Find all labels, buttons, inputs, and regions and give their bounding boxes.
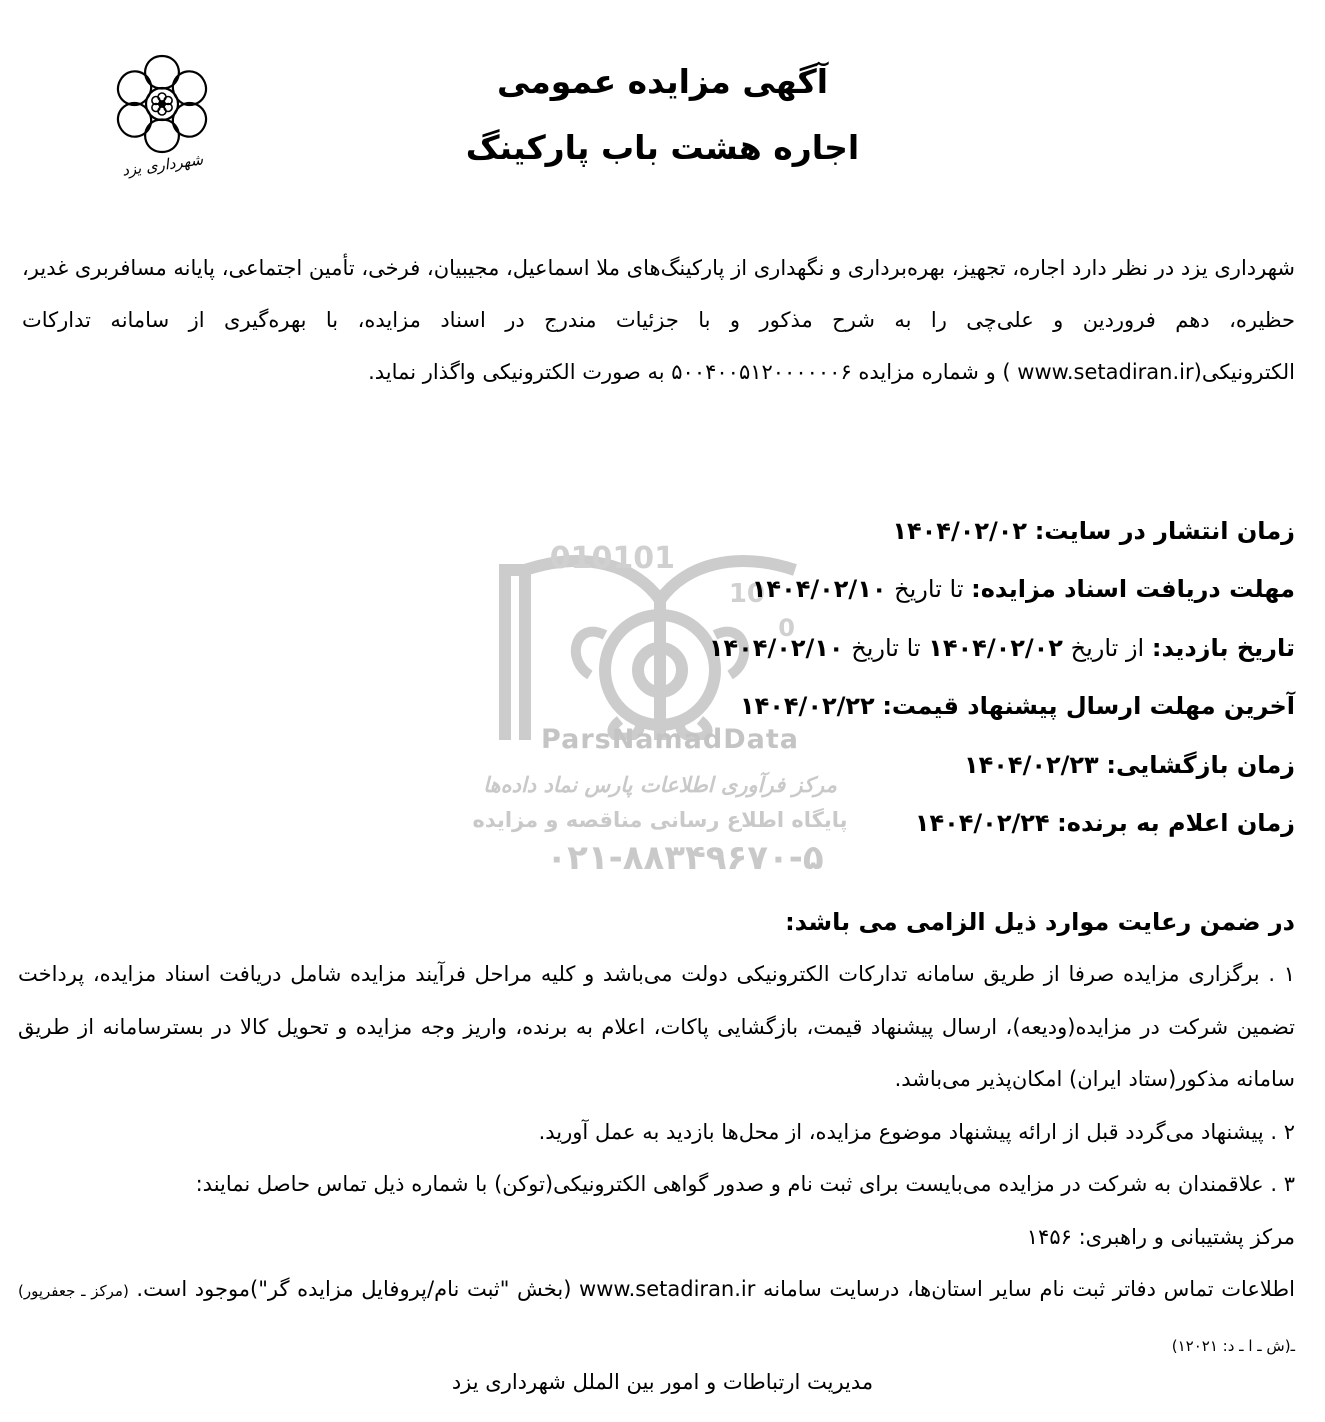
visit-label: تاریخ بازدید: <box>1151 633 1295 662</box>
winner-row <box>22 794 1295 852</box>
bid-row <box>22 677 1295 735</box>
watermark-line-2: پایگاه اطلاع رسانی مناقصه و مزایده <box>472 808 848 832</box>
docs-label: مهلت دریافت اسناد مزایده: <box>971 575 1295 604</box>
setadiran-link[interactable]: www.setadiran.ir <box>1017 360 1194 384</box>
opening-row <box>22 736 1295 794</box>
intro-text-2: ) و شماره مزایده ۵۰۰۴۰۰۵۱۲۰۰۰۰۰۰۶ به صورت الکترونیکی واگذار نماید. <box>368 360 1018 384</box>
visit-to-connector: تا تاریخ <box>851 633 921 662</box>
docs-date: ۱۴۰۴/۰۲/۱۰ <box>751 575 887 604</box>
publish-label: زمان انتشار در سایت: <box>1034 517 1295 545</box>
contact-info <box>18 1263 1295 1372</box>
notice-subtitle: اجاره هشت باب پارکینگ <box>465 128 860 167</box>
visit-row <box>22 619 1295 677</box>
visit-to-date: ۱۴۰۴/۰۲/۱۰ <box>708 633 844 662</box>
visit-from-connector: از تاریخ <box>1070 633 1145 662</box>
svg-text:0: 0 <box>778 614 795 642</box>
support-center: مرکز پشتیبانی و راهبری: ۱۴۵۶ <box>1026 1224 1295 1249</box>
svg-text:10: 10 <box>728 579 765 609</box>
municipality-logo <box>100 52 225 187</box>
visit-from-date: ۱۴۰۴/۰۲/۰۲ <box>928 633 1063 662</box>
intro-paragraph <box>22 242 1295 398</box>
opening-date: ۱۴۰۴/۰۲/۲۳ <box>963 750 1099 779</box>
logo-caption: شهرداری یزد <box>120 150 205 180</box>
winner-date: ۱۴۰۴/۰۲/۲۴ <box>914 808 1050 837</box>
conditions-heading: در ضمن رعایت موارد ذیل الزامی می باشد: <box>785 908 1295 936</box>
intro-text-1: شهرداری یزد در نظر دارد اجاره، تجهیز، بهره‌برداری و نگهداری از پارکینگ‌های ملا اسماعیل، مجیبیان، فرخی، تأمین اجتماعی، پایانه مسافربری غدیر، حظیره، دهم فروردین و علی‌چی را به شرح مذکور و با جزئیات مندرج در اسناد مزایده، با بهره‌گیری از سامانه تدارکات الکترونیکی( <box>21 256 1295 384</box>
footer-signature: مدیریت ارتباطات و امور بین الملل شهرداری یزد <box>451 1370 874 1394</box>
svg-text:010101: 010101 <box>549 541 675 576</box>
opening-label: زمان بازگشایی: <box>1106 750 1295 779</box>
contact-text-1: اطلاعات تماس دفاتر ثبت نام سایر استان‌ها، درسایت سامانه <box>755 1277 1295 1301</box>
contact-text-2: (بخش "ثبت نام/پروفایل مزایده گر")موجود است. <box>136 1277 580 1301</box>
docs-connector: تا تاریخ <box>894 575 964 604</box>
condition-item-3: ۳ . علاقمندان به شرکت در مزایده می‌بایست برای ثبت نام و صدور گواهی الکترونیکی(توکن) با شماره ذیل تماس حاصل نمایند: <box>195 1172 1295 1196</box>
winner-label: زمان اعلام به برنده: <box>1057 808 1295 837</box>
contact-setadiran-link[interactable]: www.setadiran.ir <box>579 1277 756 1301</box>
flower-emblem-icon <box>100 52 225 160</box>
condition-item-1: ۱ . برگزاری مزایده صرفا از طریق سامانه تدارکات الکترونیکی دولت می‌باشد و کلیه مراحل فرآیند مزایده شامل دریافت اسناد مزایده، پرداخت تضمین شرکت در مزایده(ودیعه)، ارسال پیشنهاد قیمت، بازگشایی پاکات، اعلام به برنده، واریز وجه مزایده و تحویل کالا در بسترسامانه از طریق سامانه مذکور(ستاد ایران) امکان‌پذیر می‌باشد. <box>18 962 1295 1091</box>
schedule-list <box>22 502 1295 852</box>
watermark-brand: ParsNamadData <box>541 724 799 755</box>
condition-item-2: ۲ . پیشنهاد می‌گردد قبل از ارائه پیشنهاد موضوع مزایده، از محل‌ها بازدید به عمل آورید. <box>538 1119 1295 1144</box>
conditions-list <box>18 948 1295 1372</box>
publish-row <box>22 502 1295 560</box>
watermark-phone: ۰۲۱-۸۸۳۴۹۶۷۰-۵ <box>546 838 824 878</box>
publish-date: ۱۴۰۴/۰۲/۰۲ <box>892 517 1028 545</box>
bid-label: آخرین مهلت ارسال پیشنهاد قیمت: <box>882 692 1295 721</box>
reference-code: (مرکز ـ جعفرپور) ـ(ش ـ ا ـ د: ۱۲۰۲۱) <box>18 1282 1295 1355</box>
watermark-line-1: مرکز فرآوری اطلاعات پارس نماد داده‌ها <box>483 772 837 797</box>
notice-title: آگهی مزایده عمومی <box>496 62 829 101</box>
bid-date: ۱۴۰۴/۰۲/۲۲ <box>739 692 875 721</box>
docs-row <box>22 560 1295 618</box>
